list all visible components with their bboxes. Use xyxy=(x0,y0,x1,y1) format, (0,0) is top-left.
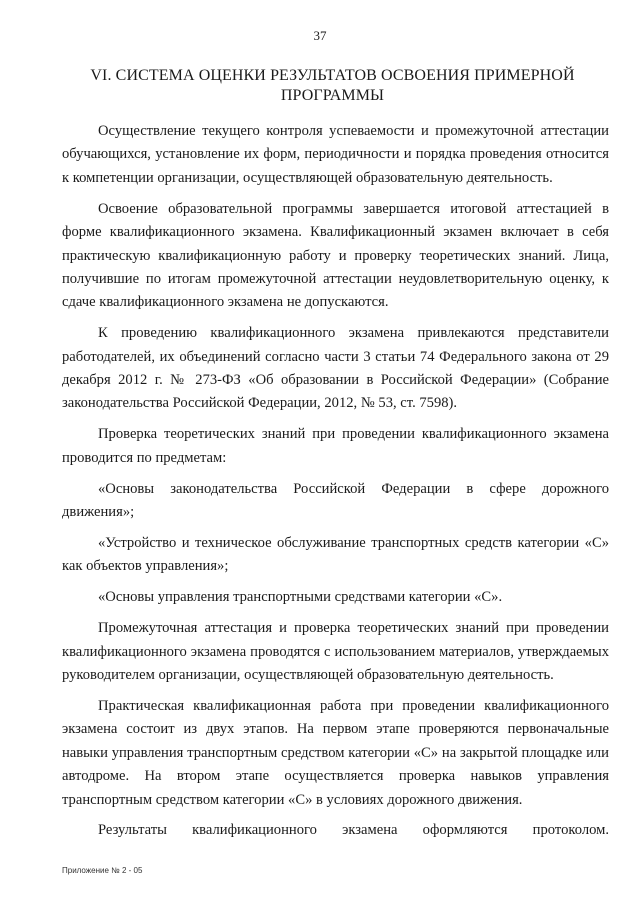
subject-item: «Основы законодательства Российской Федерации в сфере дорожного движения»; xyxy=(62,480,609,521)
subject-item: «Основы управления транспортными средствами категории «С». xyxy=(98,589,503,606)
page-number: 37 xyxy=(313,28,327,43)
footer-note: Приложение № 2 - 05 xyxy=(62,866,143,875)
paragraph: Результаты квалификационного экзамена оформляются протоколом. xyxy=(98,822,609,839)
body-text xyxy=(62,120,609,850)
paragraph: К проведению квалификационного экзамена привлекаются представители работодателей, их объединений согласно части 3 статьи 74 Федерального закона от 29 декабря 2012 г. № 273-ФЗ «Об образовании в Российской Федерации» (Собрание законодательства Российской Федерации, 2012, № 53, ст. 7598). xyxy=(62,325,609,412)
paragraph: Освоение образовательной программы завершается итоговой аттестацией в форме квалификационного экзамена. Квалификационный экзамен включает в себя практическую квалификационную работу и проверку теоретических знаний. Лица, получившие по итогам промежуточной аттестации неудовлетворительную оценку, к сдаче квалификационного экзамена не допускаются. xyxy=(62,200,609,311)
section-heading xyxy=(80,66,585,106)
paragraph: Промежуточная аттестация и проверка теоретических знаний при проведении квалификационного экзамена проводятся с использованием материалов, утверждаемых руководителем организации, осуществляющей образовательную деятельность. xyxy=(62,620,609,684)
section-heading-line-1: VI. СИСТЕМА ОЦЕНКИ РЕЗУЛЬТАТОВ ОСВОЕНИЯ ПРИМЕРНОЙ xyxy=(90,67,575,84)
section-heading-line-2: ПРОГРАММЫ xyxy=(280,87,385,104)
paragraph: Практическая квалификационная работа при проведении квалификационного экзамена состоит из двух этапов. На первом этапе проверяются первоначальные навыки управления транспортным средством категории «С» на закрытой площадке или автодроме. На втором этапе осуществляется проверка навыков управления транспортным средством категории «С» в условиях дорожного движения. xyxy=(62,697,609,808)
subject-item: «Устройство и техническое обслуживание транспортных средств категории «С» как объектов управления»; xyxy=(62,535,609,575)
paragraph: Осуществление текущего контроля успеваемости и промежуточной аттестации обучающихся, установление их форм, периодичности и порядка проведения относится к компетенции организации, осуществляющей образовательную деятельность. xyxy=(62,123,609,186)
paragraph: Проверка теоретических знаний при проведении квалификационного экзамена проводится по предметам: xyxy=(62,426,609,466)
